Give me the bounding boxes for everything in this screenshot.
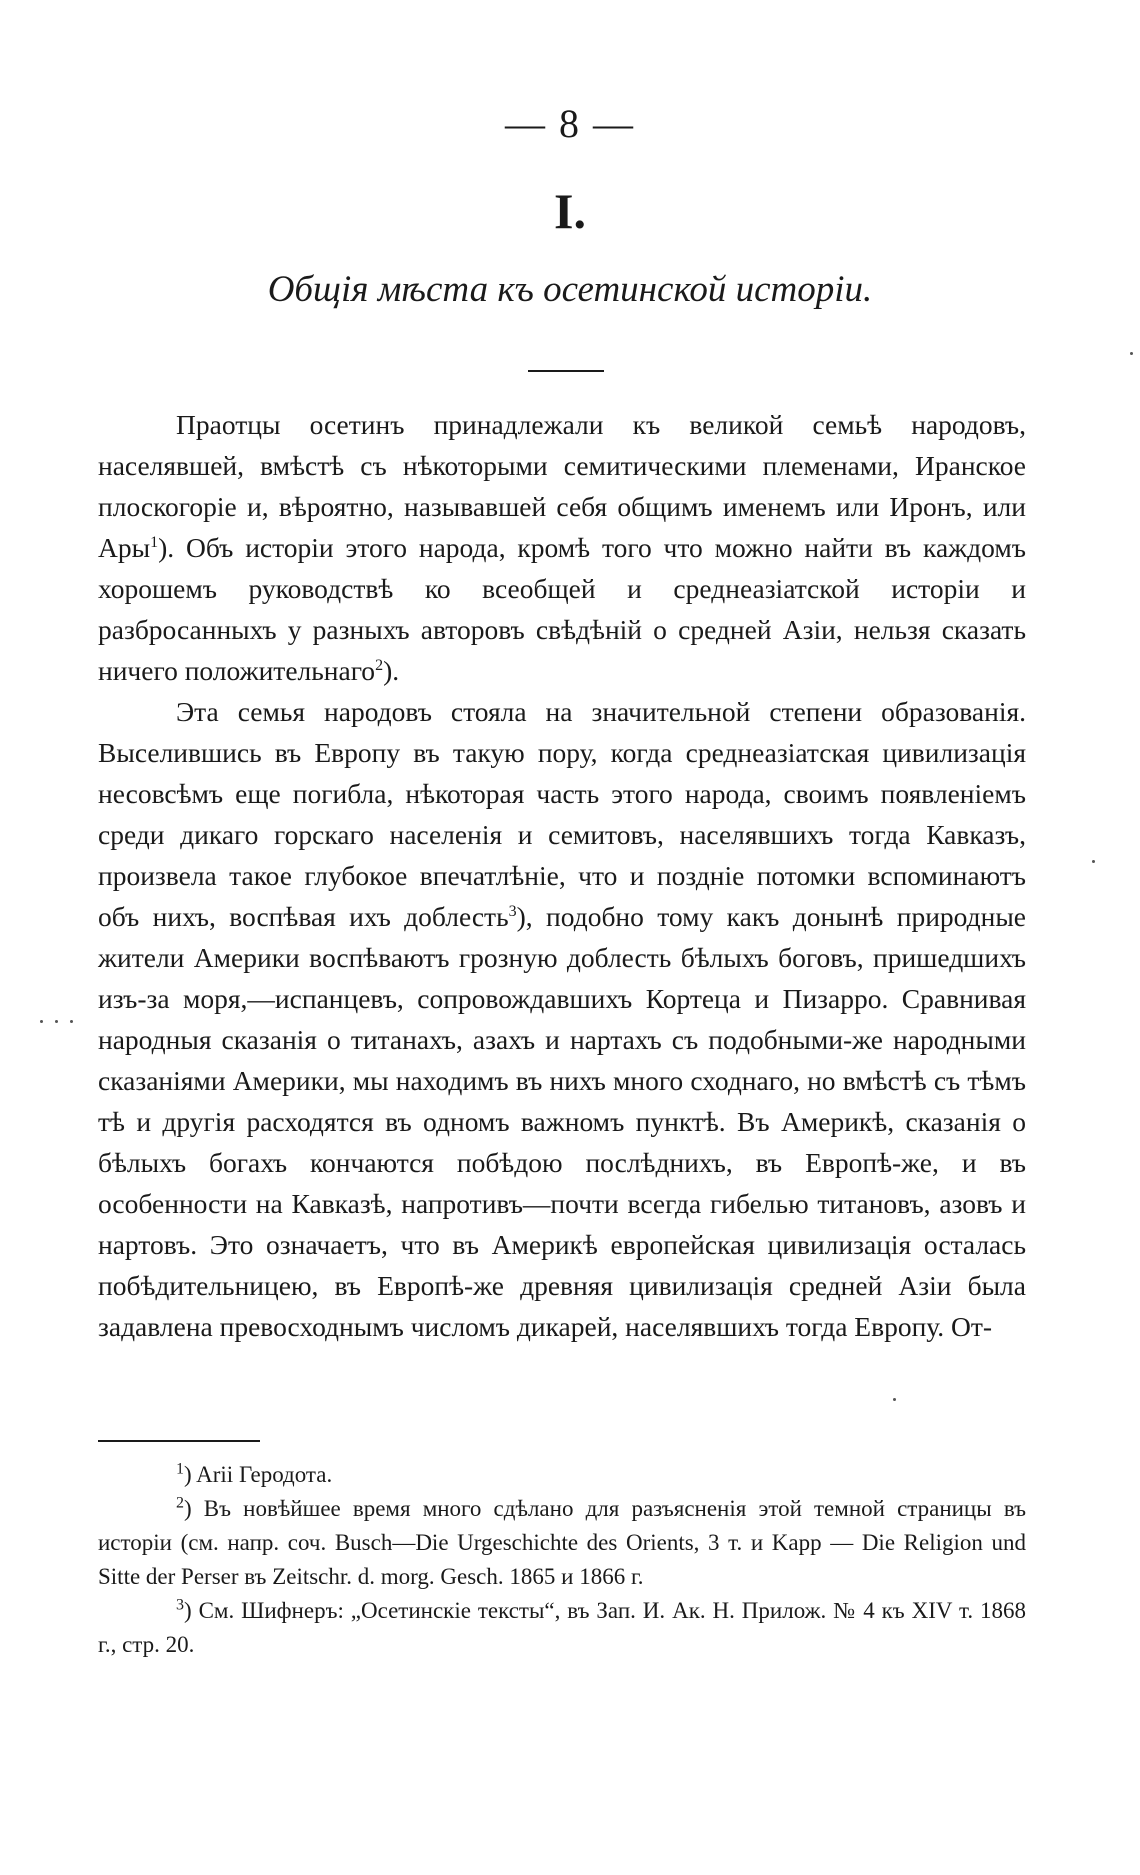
scan-speck [70,1020,73,1023]
footnote-ref-2: 2 [375,656,384,674]
footnote-3 [98,1594,1026,1662]
chapter-title: Общія мѣста къ осетинской исторіи. [267,269,873,310]
paragraph-2 [98,691,1026,1347]
footnote-1-mark: 1 [176,1460,184,1478]
footnote-1-text: ) Arii Геродота. [184,1462,333,1487]
footnote-1 [98,1458,1026,1492]
paragraph-1-text-a: Праотцы осетинъ принадлежали къ великой семьѣ народовъ, населявшей, вмѣстѣ съ нѣкоторыми семитическими племенами, Иранское плоскогоріе и, вѣроятно, называвшей себя общимъ именемъ или Иронъ, или Ары [98,409,1026,563]
footnote-ref-3: 3 [508,902,517,920]
footnotes [98,1458,1026,1662]
scan-speck [1092,860,1095,863]
chapter-numeral: I. [554,183,586,239]
paragraph-1-text-b: ). Объ исторіи этого народа, кромѣ того что можно найти въ каждомъ хорошемъ руководствѣ ко всеобщей и среднеазіатской исторіи и разбросанныхъ у разныхъ авторовъ свѣдѣній о средней Азіи, нельзя сказать ничего положительнаго [98,532,1026,686]
page-number: — 8 — [505,101,635,146]
paragraph-2-text-b: ), подобно тому какъ донынѣ природные жители Америки воспѣваютъ грозную доблесть бѣлыхъ боговъ, пришедшихъ изъ-за моря,—испанцевъ, сопровождавшихъ Кортеца и Пизарро. Сравнивая народныя сказанія о титанахъ, азахъ и нартахъ съ подобными-же народными сказаніями Америки, мы находимъ въ нихъ много сходнаго, но вмѣстѣ съ тѣмъ тѣ и другія расходятся въ одномъ важномъ пунктѣ. Въ Америкѣ, сказанія о бѣлыхъ богахъ кончаются побѣдою послѣднихъ, въ Европѣ-же, и въ особенности на Кавказѣ, напротивъ—почти всегда гибелью титановъ, азовъ и нартовъ. Это означаетъ, что въ Америкѣ европейская цивилизація осталась побѣдительницею, въ Европѣ-же древняя цивилизація средней Азіи была задавлена превосходнымъ числомъ дикарей, населявшихъ тогда Европу. От- [98,901,1027,1342]
scan-speck [893,1398,896,1401]
footnote-divider [98,1440,260,1442]
title-divider [528,370,604,372]
scan-speck [1130,352,1133,355]
paragraph-2-text-a: Эта семья народовъ стояла на значительной степени образованія. Выселившись въ Европу въ такую пору, когда среднеазіатская цивилизація несовсѣмъ еще погибла, нѣкоторая часть этого народа, своимъ появленіемъ среди дикаго горскаго населенія и семитовъ, населявшихъ тогда Кавказъ, произвела такое глубокое впечатлѣніе, что и поздніе потомки вспоминаютъ объ нихъ, воспѣвая ихъ доблесть [98,696,1026,932]
footnote-2-mark: 2 [176,1494,184,1512]
paragraph-1-text-c: ). [383,655,400,686]
footnote-3-mark: 3 [176,1596,184,1614]
scan-speck [55,1020,58,1023]
paragraph-1 [98,404,1026,691]
scan-speck [40,1020,43,1023]
footnote-2-text: ) Въ новѣйшее время много сдѣлано для разъясненія этой темной страницы въ исторіи (см. напр. соч. Busch—Die Urgeschichte des Orients, 3 т. и Kapp — Die Religion und Sitte der Perser въ Zeitschr. d. morg. Gesch. 1865 и 1866 г. [98,1496,1026,1589]
footnote-3-text: ) См. Шифнеръ: „Осетинскіе тексты“, въ Зап. И. Ак. Н. Прилож. № 4 къ XIV т. 1868 г., стр. 20. [98,1598,1026,1657]
body-text [98,404,1026,1347]
footnote-ref-1: 1 [150,533,159,551]
footnote-2 [98,1492,1026,1594]
